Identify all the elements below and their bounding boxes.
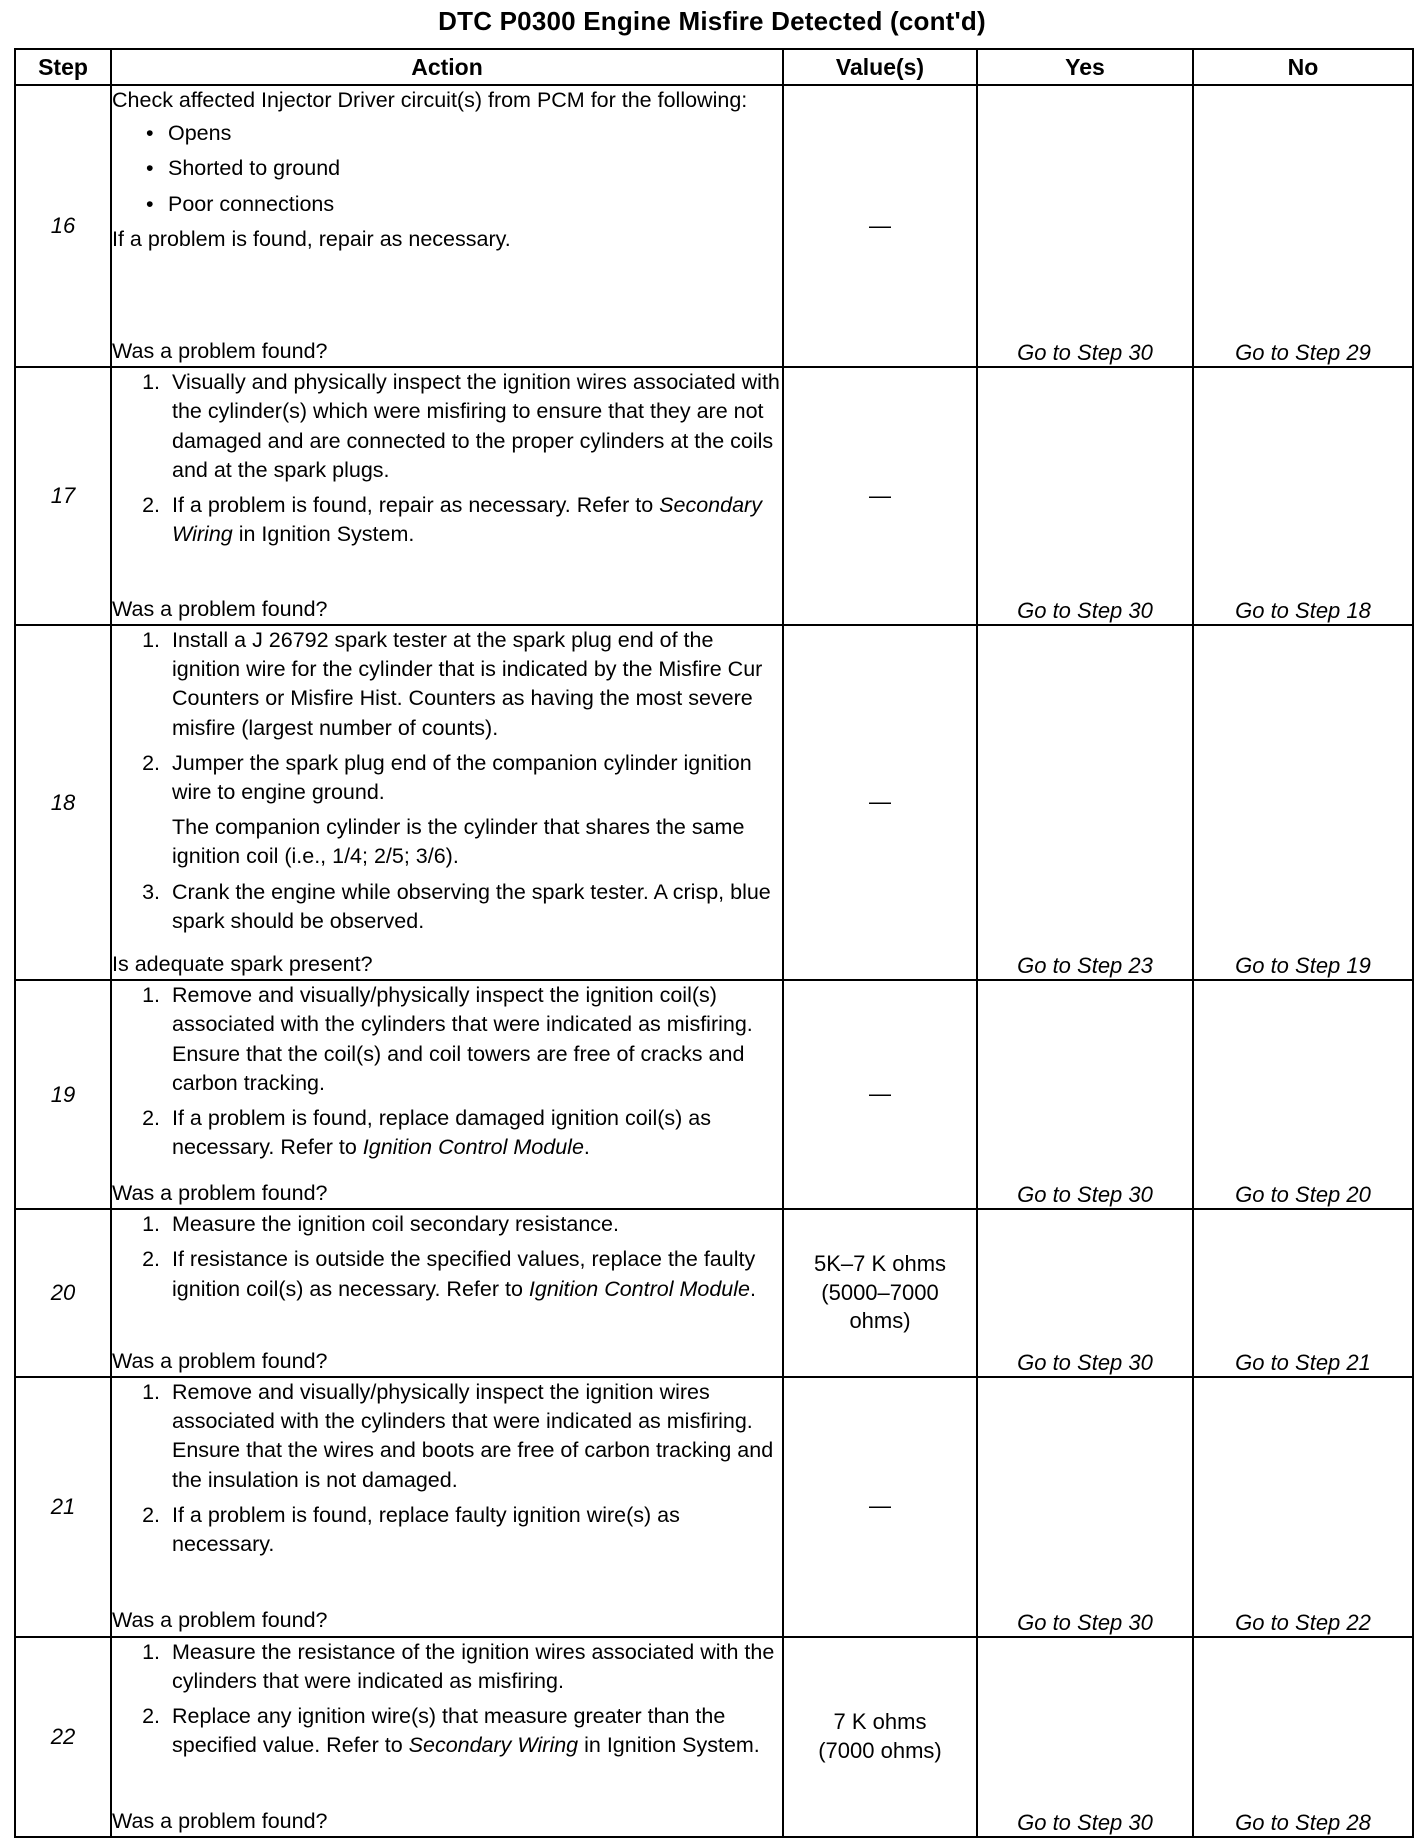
numbered-list bbox=[112, 1638, 782, 1807]
no-result: Go to Step 29 bbox=[1193, 85, 1413, 367]
list-item bbox=[112, 1501, 782, 1559]
column-header-action: Action bbox=[111, 49, 783, 85]
yes-result: Go to Step 30 bbox=[977, 1637, 1193, 1837]
item-number: 1. bbox=[142, 983, 160, 1008]
item-text: If a problem is found, replace damaged ignition coil(s) as necessary. Refer to Ignition Control Module. bbox=[172, 1106, 711, 1160]
list-item bbox=[112, 878, 782, 936]
list-item bbox=[112, 1638, 782, 1696]
yes-result: Go to Step 30 bbox=[977, 980, 1193, 1209]
value-line: 5K–7 K ohms bbox=[813, 1251, 947, 1277]
no-result: Go to Step 19 bbox=[1193, 625, 1413, 980]
item-text: Jumper the spark plug end of the companion cylinder ignition wire to engine ground. The companion cylinder is the cylinder that shares the same ignition coil (i.e., 1/4; 2/5; 3/6). bbox=[172, 749, 782, 872]
action-cell bbox=[111, 980, 783, 1209]
step-number: 19 bbox=[15, 980, 111, 1209]
column-header-yes: Yes bbox=[977, 49, 1193, 85]
value-cell: — bbox=[783, 85, 977, 367]
reference-link-secondary-wiring: Secondary Wiring bbox=[408, 1733, 579, 1758]
numbered-list bbox=[112, 981, 782, 1179]
action-cell bbox=[111, 625, 783, 980]
value-cell bbox=[783, 1209, 977, 1377]
numbered-list bbox=[112, 626, 782, 950]
yes-result: Go to Step 30 bbox=[977, 367, 1193, 625]
table-header-row bbox=[15, 49, 1413, 85]
numbered-list bbox=[112, 1378, 782, 1606]
bullet-list bbox=[112, 119, 782, 219]
numbered-list bbox=[112, 368, 782, 594]
list-item bbox=[112, 491, 782, 549]
diagnostic-table bbox=[14, 48, 1414, 1838]
item-number: 1. bbox=[142, 1639, 160, 1664]
step-number: 22 bbox=[15, 1637, 111, 1837]
action-question: Was a problem found? bbox=[112, 1608, 328, 1633]
list-item bbox=[112, 626, 782, 743]
value-cell: — bbox=[783, 625, 977, 980]
yes-result: Go to Step 30 bbox=[977, 1209, 1193, 1377]
action-question: Was a problem found? bbox=[112, 1348, 328, 1373]
value-line: ohms) bbox=[849, 1308, 911, 1334]
item-text: If a problem is found, replace faulty ignition wire(s) as necessary. bbox=[172, 1502, 680, 1557]
action-outro: If a problem is found, repair as necessary. bbox=[112, 226, 511, 251]
action-question: Was a problem found? bbox=[112, 338, 328, 363]
list-item bbox=[112, 1702, 782, 1760]
item-text: Measure the ignition coil secondary resistance. bbox=[172, 1212, 619, 1237]
reference-link-ignition-control-module: Ignition Control Module bbox=[528, 1276, 750, 1301]
value-cell: — bbox=[783, 1377, 977, 1637]
value-cell: — bbox=[783, 367, 977, 625]
table-row-step-19 bbox=[15, 980, 1413, 1209]
item-number: 2. bbox=[142, 1704, 160, 1729]
item-number: 1. bbox=[142, 1212, 160, 1237]
value-cell: — bbox=[783, 980, 977, 1209]
list-item: • Opens bbox=[142, 119, 782, 148]
item-text: Remove and visually/physically inspect the ignition coil(s) associated with the cylinders that were indicated as misfiring. Ensure that the coil(s) and coil towers are free of cracks and carbon tracking. bbox=[172, 983, 753, 1095]
action-intro: Check affected Injector Driver circuit(s) from PCM for the following: bbox=[112, 88, 748, 112]
step-number: 18 bbox=[15, 625, 111, 980]
item-text: Crank the engine while observing the spark tester. A crisp, blue spark should be observed. bbox=[172, 879, 771, 933]
yes-result: Go to Step 30 bbox=[977, 1377, 1193, 1637]
step-number: 16 bbox=[15, 85, 111, 367]
action-cell bbox=[111, 85, 783, 367]
item-text: If a problem is found, repair as necessary. Refer to Secondary Wiring in Ignition System. bbox=[172, 493, 762, 547]
no-result: Go to Step 28 bbox=[1193, 1637, 1413, 1837]
column-header-step: Step bbox=[15, 49, 111, 85]
table-row-step-16 bbox=[15, 85, 1413, 367]
item-subtext: The companion cylinder is the cylinder that shares the same ignition coil (i.e., 1/4; 2/5; 3/6). bbox=[172, 815, 745, 869]
list-item bbox=[112, 1378, 782, 1495]
list-item bbox=[112, 749, 782, 872]
page-title: DTC P0300 Engine Misfire Detected (cont'd) bbox=[438, 6, 986, 36]
value-line: (5000–7000 bbox=[821, 1279, 939, 1305]
value-line: (7000 ohms) bbox=[818, 1737, 942, 1763]
table-row-step-22 bbox=[15, 1637, 1413, 1837]
no-result: Go to Step 22 bbox=[1193, 1377, 1413, 1637]
yes-result: Go to Step 23 bbox=[977, 625, 1193, 980]
action-question: Was a problem found? bbox=[112, 1180, 328, 1205]
item-number: 2. bbox=[142, 1502, 160, 1527]
action-cell bbox=[111, 1637, 783, 1837]
value-cell bbox=[783, 1637, 977, 1837]
item-text: Visually and physically inspect the ignition wires associated with the cylinder(s) which were misfiring to ensure that they are not damaged and are connected to the proper cylinders at the coils and at the spark plugs. bbox=[172, 370, 780, 482]
item-text: Remove and visually/physically inspect the ignition wires associated with the cylinders that were indicated as misfiring. Ensure that the wires and boots are free of carbon tracking and the insulation is not damaged. bbox=[172, 1379, 774, 1492]
reference-link-ignition-control-module: Ignition Control Module bbox=[362, 1135, 584, 1160]
list-item bbox=[112, 981, 782, 1098]
no-result: Go to Step 18 bbox=[1193, 367, 1413, 625]
action-cell bbox=[111, 1377, 783, 1637]
step-number: 21 bbox=[15, 1377, 111, 1637]
step-number: 20 bbox=[15, 1209, 111, 1377]
action-cell bbox=[111, 1209, 783, 1377]
item-number: 1. bbox=[142, 1379, 160, 1404]
item-number: 3. bbox=[142, 879, 160, 904]
no-result: Go to Step 21 bbox=[1193, 1209, 1413, 1377]
item-number: 2. bbox=[142, 493, 160, 518]
action-question: Was a problem found? bbox=[112, 1808, 328, 1833]
list-item bbox=[112, 368, 782, 485]
item-number: 1. bbox=[142, 627, 160, 652]
table-row-step-17 bbox=[15, 367, 1413, 625]
action-cell bbox=[111, 367, 783, 625]
list-item bbox=[112, 1104, 782, 1162]
list-item: • Poor connections bbox=[142, 190, 782, 219]
item-text: Measure the resistance of the ignition wires associated with the cylinders that were indicated as misfiring. bbox=[172, 1639, 775, 1693]
table-row-step-20 bbox=[15, 1209, 1413, 1377]
item-number: 1. bbox=[142, 370, 160, 395]
table-row-step-18 bbox=[15, 625, 1413, 980]
column-header-no: No bbox=[1193, 49, 1413, 85]
item-number: 2. bbox=[142, 1247, 160, 1272]
item-number: 2. bbox=[142, 750, 160, 775]
item-text: Install a J 26792 spark tester at the spark plug end of the ignition wire for the cylinder that is indicated by the Misfire Cur Counters or Misfire Hist. Counters as having the most severe misfire (largest number of counts). bbox=[172, 627, 763, 740]
numbered-list bbox=[112, 1210, 782, 1346]
table-row-step-21 bbox=[15, 1377, 1413, 1637]
value-line: 7 K ohms bbox=[833, 1709, 927, 1735]
list-item: • Shorted to ground bbox=[142, 154, 782, 183]
action-question: Was a problem found? bbox=[112, 596, 328, 621]
item-text: If resistance is outside the specified values, replace the faulty ignition coil(s) as necessary. Refer to Ignition Control Module. bbox=[172, 1247, 756, 1301]
no-result: Go to Step 20 bbox=[1193, 980, 1413, 1209]
list-item bbox=[112, 1245, 782, 1303]
item-number: 2. bbox=[142, 1106, 160, 1131]
yes-result: Go to Step 30 bbox=[977, 85, 1193, 367]
item-text: Replace any ignition wire(s) that measure greater than the specified value. Refer to Secondary Wiring in Ignition System. bbox=[172, 1704, 760, 1758]
reference-link-secondary-wiring: Secondary Wiring bbox=[172, 493, 762, 547]
step-number: 17 bbox=[15, 367, 111, 625]
list-item bbox=[112, 1210, 782, 1239]
column-header-values: Value(s) bbox=[783, 49, 977, 85]
action-question: Is adequate spark present? bbox=[112, 951, 373, 976]
